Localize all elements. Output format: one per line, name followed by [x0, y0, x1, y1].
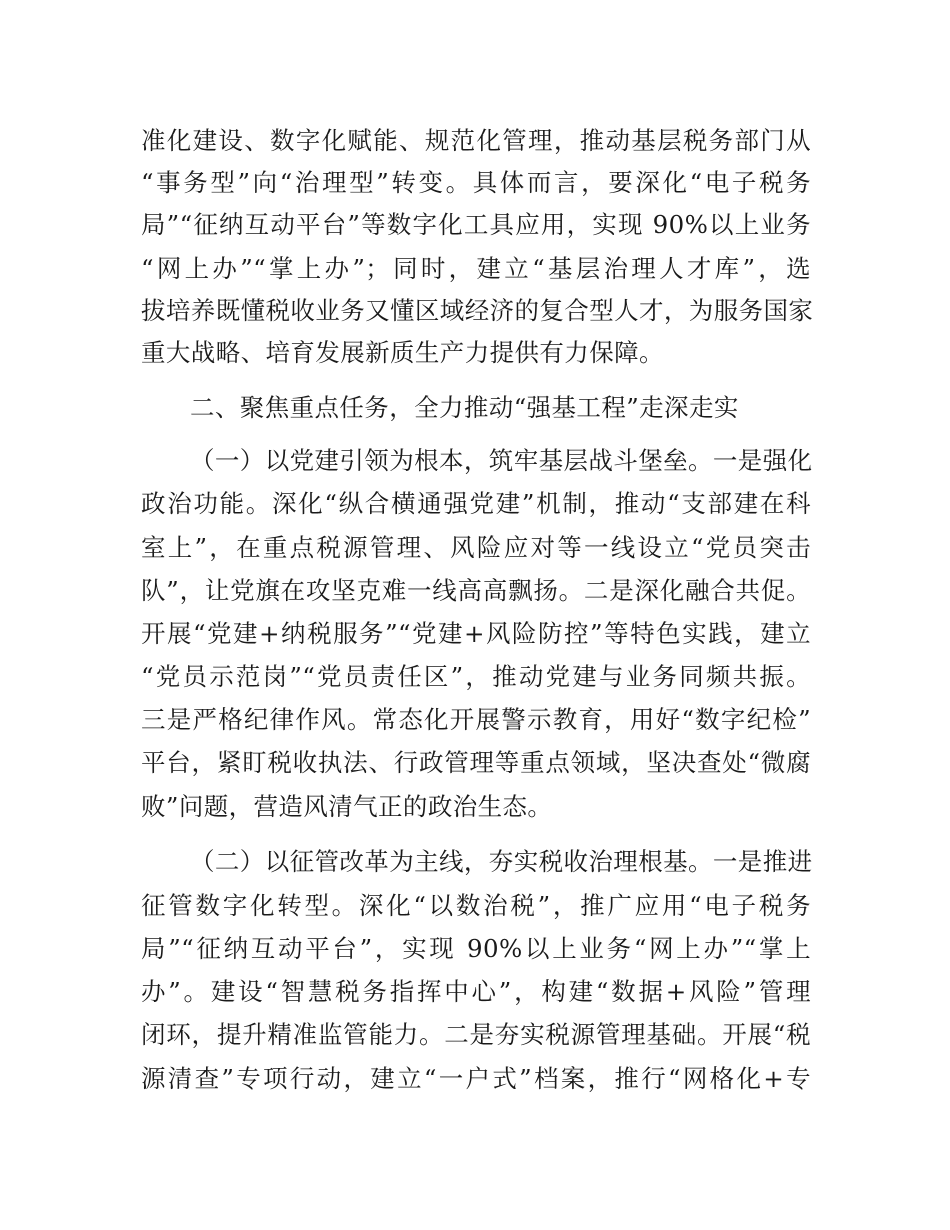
text-line-12: 开展“党建+纳税服务”“党建+风险防控”等特色实践，建立 [141, 619, 811, 648]
text-line-1: 准化建设、数字化赋能、规范化管理，推动基层税务部门从 [141, 126, 811, 155]
text-line-16: 败”问题，营造风清气正的政治生态。 [141, 792, 553, 821]
text-line-21: 闭环，提升精准监管能力。二是夯实税源管理基础。开展“税 [141, 1020, 811, 1049]
text-line-22: 源清查”专项行动，建立“一户式”档案，推行“网格化+专 [141, 1064, 811, 1093]
text-line-14: 三是严格纪律作风。常态化开展警示教育，用好“数字纪检” [141, 705, 811, 734]
text-line-19: 局”“征纳互动平台”，实现 90%以上业务“网上办”“掌上 [141, 934, 811, 963]
text-line-2: “事务型”向“治理型”转变。具体而言，要深化“电子税务 [141, 168, 811, 197]
text-line-13: “党员示范岗”“党员责任区”，推动党建与业务同频共振。 [141, 662, 811, 691]
text-line-5: 拔培养既懂税收业务又懂区域经济的复合型人才，为服务国家 [141, 296, 814, 325]
text-line-10: 室上”，在重点税源管理、风险应对等一线设立“党员突击 [141, 533, 811, 562]
text-line-9: 政治功能。深化“纵合横通强党建”机制，推动“支部建在科 [141, 489, 811, 518]
section-heading: 二、聚焦重点任务，全力推动“强基工程”走深走实 [190, 393, 739, 422]
text-line-3: 局”“征纳互动平台”等数字化工具应用，实现 90%以上业务 [141, 210, 811, 239]
text-line-18: 征管数字化转型。深化“以数治税”，推广应用“电子税务 [141, 891, 811, 920]
text-line-11: 队”，让党旗在攻坚克难一线高高飘扬。二是深化融合共促。 [141, 576, 811, 605]
paragraph-1-first-line: （一）以党建引领为根本，筑牢基层战斗堡垒。一是强化 [190, 446, 813, 475]
paragraph-2-first-line: （二）以征管改革为主线，夯实税收治理根基。一是推进 [190, 847, 813, 876]
text-line-15: 平台，紧盯税收执法、行政管理等重点领域，坚决查处“微腐 [141, 748, 811, 777]
text-line-20: 办”。建设“智慧税务指挥中心”，构建“数据+风险”管理 [141, 977, 811, 1006]
text-line-4: “网上办”“掌上办”；同时，建立“基层治理人才库”，选 [141, 254, 811, 283]
text-line-6: 重大战略、培育发展新质生产力提供有力保障。 [141, 338, 664, 367]
